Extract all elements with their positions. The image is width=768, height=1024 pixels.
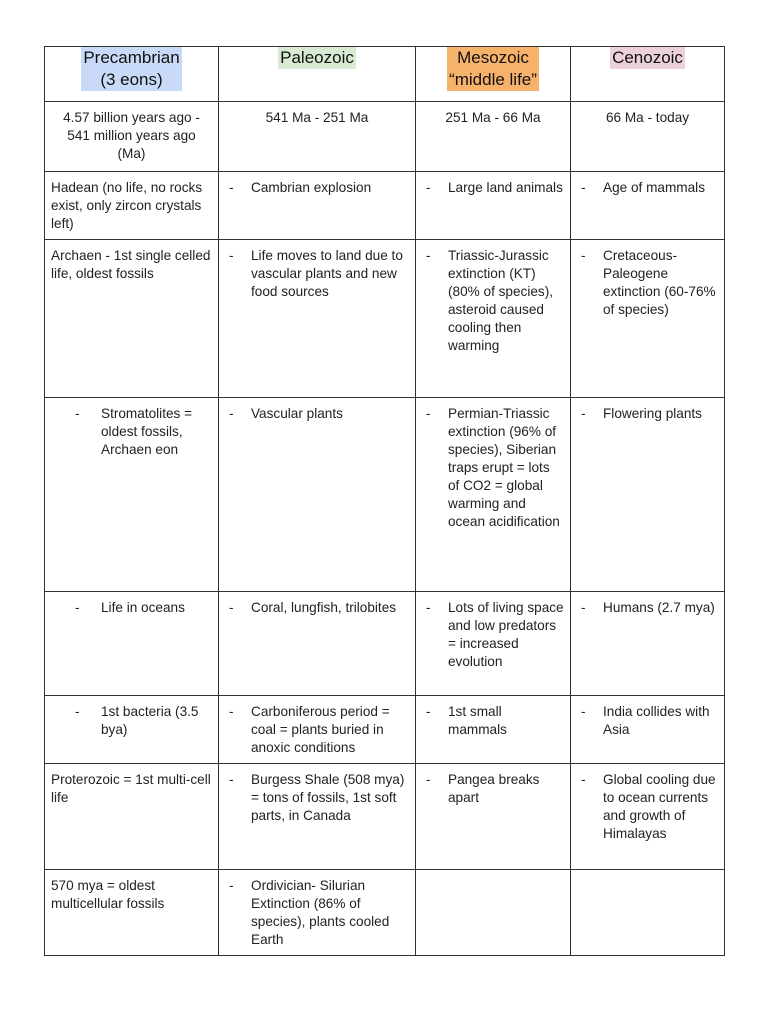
precambrian-cell bbox=[45, 764, 219, 870]
cell-text: Archaen - 1st single celled life, oldest fossils bbox=[51, 248, 211, 281]
bullet-text: Cretaceous-Paleogene extinction (60-76% of species) bbox=[603, 248, 716, 317]
bullet-item bbox=[571, 240, 724, 325]
precambrian-cell bbox=[45, 398, 219, 592]
cenozoic-cell bbox=[571, 764, 725, 870]
date-text: 66 Ma - today bbox=[605, 110, 690, 125]
mesozoic-cell bbox=[416, 764, 571, 870]
paleozoic-cell bbox=[219, 764, 416, 870]
cell-text: 570 mya = oldest multicellular fossils bbox=[51, 878, 165, 911]
date-text: 541 Ma - 251 Ma bbox=[265, 110, 369, 125]
bullet-dash: - bbox=[75, 704, 80, 719]
bullet-item bbox=[416, 592, 570, 677]
header-label: Paleozoic bbox=[280, 48, 354, 67]
bullet-item bbox=[45, 592, 218, 623]
bullet-text: Life in oceans bbox=[101, 600, 185, 615]
paleozoic-cell bbox=[219, 240, 416, 398]
bullet-item bbox=[416, 764, 570, 813]
bullet-item bbox=[219, 398, 415, 429]
bullet-dash: - bbox=[426, 248, 431, 263]
mesozoic-cell bbox=[416, 870, 571, 956]
bullet-dash: - bbox=[581, 600, 586, 615]
mesozoic-cell bbox=[416, 398, 571, 592]
mesozoic-cell bbox=[416, 696, 571, 764]
header-cenozoic bbox=[571, 47, 725, 102]
header-row bbox=[45, 47, 725, 102]
bullet-dash: - bbox=[426, 406, 431, 421]
bullet-dash: - bbox=[581, 704, 586, 719]
bullet-text: Humans (2.7 mya) bbox=[603, 600, 715, 615]
cenozoic-cell bbox=[571, 592, 725, 696]
date-text: 4.57 billion years ago - 541 million years ago (Ma) bbox=[63, 110, 200, 161]
bullet-text: Burgess Shale (508 mya) = tons of fossils, 1st soft parts, in Canada bbox=[251, 772, 405, 823]
table-row bbox=[45, 870, 725, 956]
bullet-text: Carboniferous period = coal = plants buried in anoxic conditions bbox=[251, 704, 390, 755]
precambrian-cell bbox=[45, 240, 219, 398]
bullet-item bbox=[416, 172, 570, 203]
bullet-text: Cambrian explosion bbox=[251, 180, 372, 195]
bullet-item bbox=[416, 398, 570, 537]
bullet-dash: - bbox=[229, 704, 234, 719]
bullet-item bbox=[571, 172, 724, 203]
bullet-dash: - bbox=[581, 180, 586, 195]
paleozoic-cell bbox=[219, 398, 416, 592]
bullet-dash: - bbox=[581, 406, 586, 421]
date-precambrian bbox=[45, 102, 219, 172]
mesozoic-cell bbox=[416, 172, 571, 240]
bullet-text: Coral, lungfish, trilobites bbox=[251, 600, 397, 615]
cell-text: Hadean (no life, no rocks exist, only zircon crystals left) bbox=[51, 180, 203, 231]
table-row bbox=[45, 592, 725, 696]
bullet-item bbox=[45, 398, 218, 465]
bullet-item bbox=[571, 696, 724, 745]
bullet-item bbox=[571, 764, 724, 849]
header-label: Precambrian (3 eons) bbox=[83, 48, 180, 89]
date-mesozoic bbox=[416, 102, 571, 172]
bullet-dash: - bbox=[426, 704, 431, 719]
date-text: 251 Ma - 66 Ma bbox=[445, 110, 541, 125]
bullet-text: Triassic-Jurassic extinction (KT) (80% of species), asteroid caused cooling then warming bbox=[448, 248, 554, 353]
bullet-text: 1st bacteria (3.5 bya) bbox=[101, 704, 199, 737]
bullet-dash: - bbox=[229, 248, 234, 263]
bullet-item bbox=[45, 696, 218, 745]
bullet-dash: - bbox=[229, 180, 234, 195]
header-precambrian bbox=[45, 47, 219, 102]
mesozoic-cell bbox=[416, 240, 571, 398]
bullet-dash: - bbox=[229, 878, 234, 893]
cenozoic-cell bbox=[571, 870, 725, 956]
bullet-dash: - bbox=[229, 772, 234, 787]
header-paleozoic bbox=[219, 47, 416, 102]
table-row bbox=[45, 172, 725, 240]
date-row bbox=[45, 102, 725, 172]
table-row bbox=[45, 696, 725, 764]
bullet-dash: - bbox=[581, 248, 586, 263]
bullet-text: Vascular plants bbox=[251, 406, 343, 421]
bullet-text: India collides with Asia bbox=[603, 704, 710, 737]
bullet-item bbox=[571, 592, 724, 623]
header-mesozoic bbox=[416, 47, 571, 102]
paleozoic-cell bbox=[219, 592, 416, 696]
bullet-dash: - bbox=[75, 406, 80, 421]
cell-text: Proterozoic = 1st multi-cell life bbox=[51, 772, 211, 805]
precambrian-cell bbox=[45, 870, 219, 956]
bullet-item bbox=[219, 172, 415, 203]
date-paleozoic bbox=[219, 102, 416, 172]
bullet-text: Permian-Triassic extinction (96% of species), Siberian traps erupt = lots of CO2 = global warming and ocean acidification bbox=[448, 406, 560, 529]
bullet-text: Stromatolites = oldest fossils, Archaen eon bbox=[101, 406, 193, 457]
bullet-text: 1st small mammals bbox=[448, 704, 507, 737]
table-row bbox=[45, 764, 725, 870]
header-label: Mesozoic “middle life” bbox=[449, 48, 537, 89]
bullet-item bbox=[571, 398, 724, 429]
date-cenozoic bbox=[571, 102, 725, 172]
table-row bbox=[45, 398, 725, 592]
bullet-item bbox=[219, 240, 415, 307]
paleozoic-cell bbox=[219, 696, 416, 764]
bullet-text: Life moves to land due to vascular plants and new food sources bbox=[251, 248, 403, 299]
precambrian-cell bbox=[45, 592, 219, 696]
cenozoic-cell bbox=[571, 240, 725, 398]
bullet-text: Age of mammals bbox=[603, 180, 705, 195]
bullet-item bbox=[416, 240, 570, 361]
cenozoic-cell bbox=[571, 696, 725, 764]
bullet-dash: - bbox=[426, 180, 431, 195]
bullet-text: Ordivician- Silurian Extinction (86% of species), plants cooled Earth bbox=[251, 878, 390, 947]
precambrian-cell bbox=[45, 696, 219, 764]
paleozoic-cell bbox=[219, 870, 416, 956]
bullet-dash: - bbox=[426, 600, 431, 615]
header-label: Cenozoic bbox=[612, 48, 683, 67]
bullet-item bbox=[219, 696, 415, 763]
bullet-item bbox=[416, 696, 570, 745]
bullet-text: Global cooling due to ocean currents and growth of Himalayas bbox=[603, 772, 716, 841]
bullet-dash: - bbox=[229, 406, 234, 421]
bullet-text: Flowering plants bbox=[603, 406, 702, 421]
precambrian-cell bbox=[45, 172, 219, 240]
table-row bbox=[45, 240, 725, 398]
bullet-text: Large land animals bbox=[448, 180, 563, 195]
bullet-dash: - bbox=[75, 600, 80, 615]
bullet-dash: - bbox=[581, 772, 586, 787]
mesozoic-cell bbox=[416, 592, 571, 696]
bullet-text: Lots of living space and low predators = increased evolution bbox=[448, 600, 564, 669]
bullet-dash: - bbox=[426, 772, 431, 787]
geologic-time-table bbox=[44, 46, 725, 956]
cenozoic-cell bbox=[571, 398, 725, 592]
bullet-item bbox=[219, 870, 415, 955]
bullet-text: Pangea breaks apart bbox=[448, 772, 540, 805]
bullet-item bbox=[219, 764, 415, 831]
cenozoic-cell bbox=[571, 172, 725, 240]
bullet-item bbox=[219, 592, 415, 623]
bullet-dash: - bbox=[229, 600, 234, 615]
paleozoic-cell bbox=[219, 172, 416, 240]
